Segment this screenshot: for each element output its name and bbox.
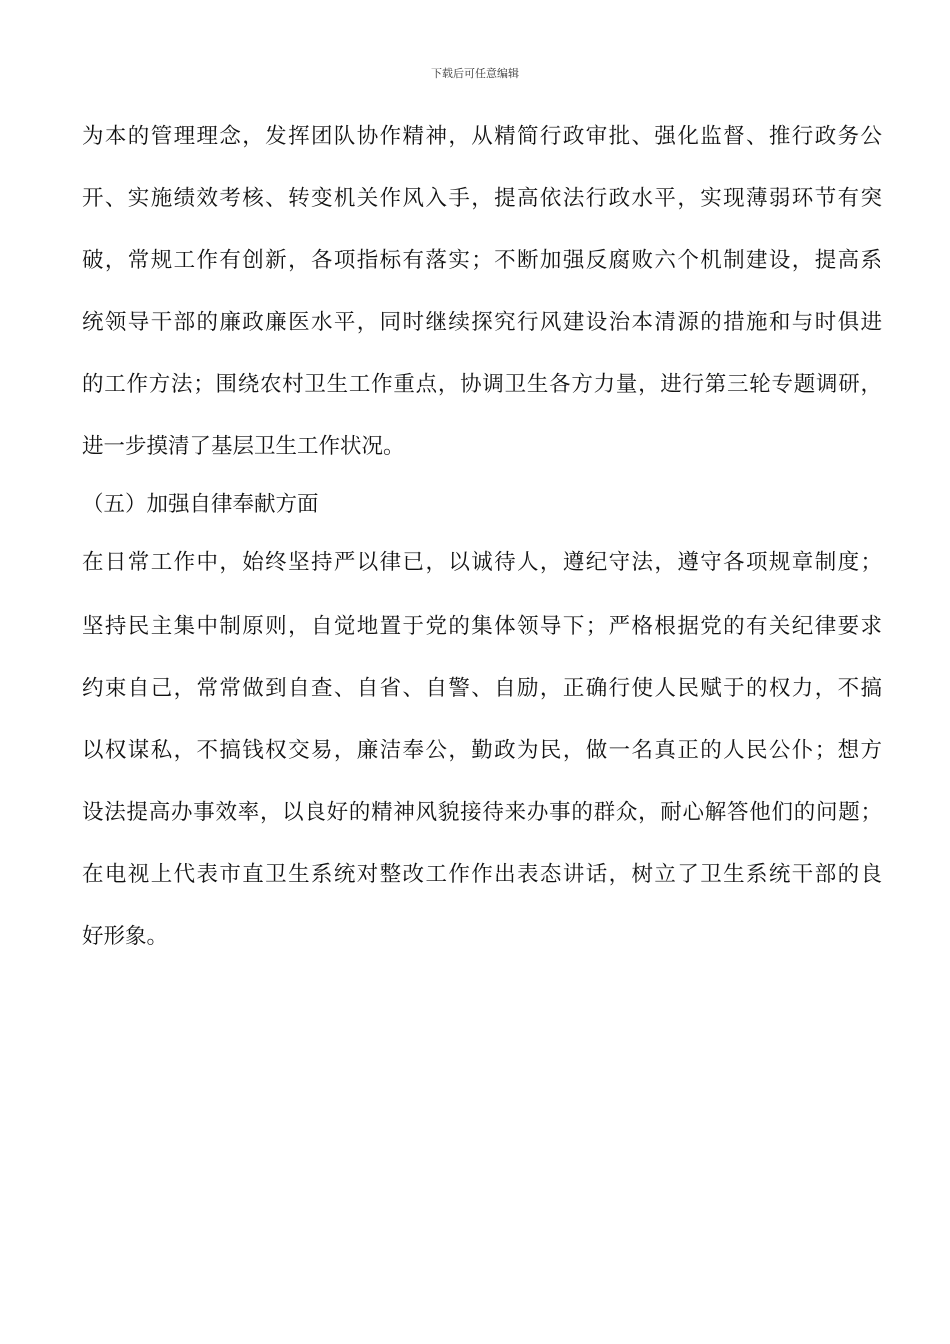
paragraph-line: 坚持民主集中制原则，自觉地置于党的集体领导下；严格根据党的有关纪律要求	[82, 614, 882, 639]
paragraph-line: 破，常规工作有创新，各项指标有落实；不断加强反腐败六个机制建设，提高系	[82, 248, 882, 273]
paragraph-line: 为本的管理理念，发挥团队协作精神，从精简行政审批、强化监督、推行政务公	[82, 124, 882, 149]
paragraph-line: 的工作方法；围绕农村卫生工作重点，协调卫生各方力量，进行第三轮专题调研，	[82, 372, 882, 397]
section-heading: （五）加强自律奉献方面	[82, 492, 319, 517]
page-header: 下载后可任意编辑	[431, 67, 519, 80]
paragraph-line: 进一步摸清了基层卫生工作状况。	[82, 434, 405, 459]
paragraph-line: 开、实施绩效考核、转变机关作风入手，提高依法行政水平，实现薄弱环节有突	[82, 186, 882, 211]
paragraph-line: 设法提高办事效率，以良好的精神风貌接待来办事的群众，耐心解答他们的问题；	[82, 800, 882, 825]
paragraph-line: 约束自己，常常做到自查、自省、自警、自励，正确行使人民赋于的权力，不搞	[82, 676, 882, 701]
paragraph-line: 统领导干部的廉政廉医水平，同时继续探究行风建设治本清源的措施和与时俱进	[82, 310, 882, 335]
paragraph-line: 以权谋私，不搞钱权交易，廉洁奉公，勤政为民，做一名真正的人民公仆；想方	[82, 738, 882, 763]
paragraph-line: 在日常工作中，始终坚持严以律已，以诚待人，遵纪守法，遵守各项规章制度；	[82, 550, 882, 575]
paragraph-line: 好形象。	[82, 924, 169, 949]
paragraph-line: 在电视上代表市直卫生系统对整改工作作出表态讲话，树立了卫生系统干部的良	[82, 862, 882, 887]
